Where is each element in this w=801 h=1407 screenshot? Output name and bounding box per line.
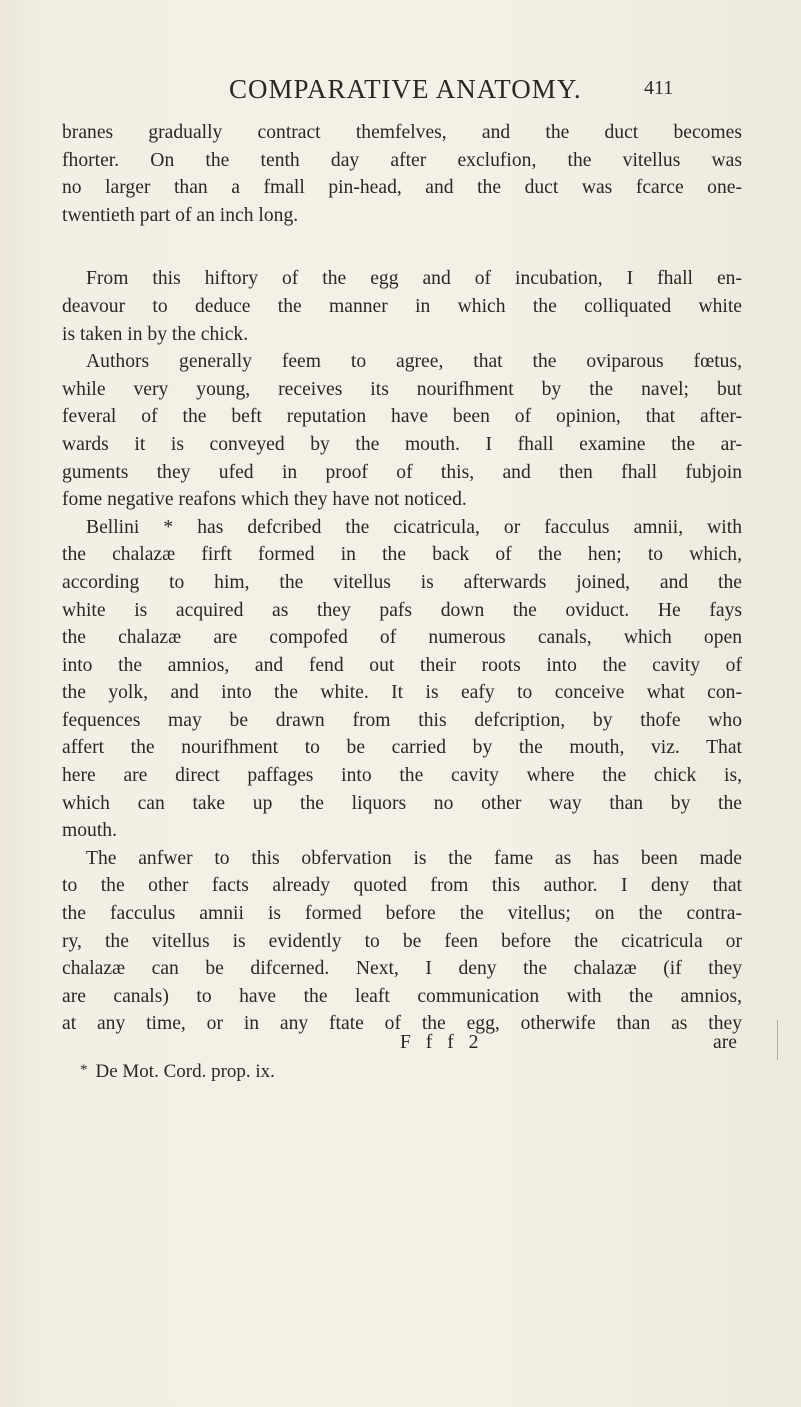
text-line: fequences may be drawn from this defcription, by thofe who <box>62 709 742 731</box>
text-line: are canals) to have the leaft communication with the amnios, <box>62 985 742 1007</box>
text-line: while very young, receives its nourifhment by the navel; but <box>62 378 742 400</box>
page-header <box>0 74 801 114</box>
text-line: ry, the vitellus is evidently to be feen before the cicatricula or <box>62 930 742 952</box>
text-line: white is acquired as they pafs down the oviduct. He fays <box>62 599 742 621</box>
page-number: 411 <box>644 77 674 99</box>
text-line: into the amnios, and fend out their roots into the cavity of <box>62 654 742 676</box>
text-line: the yolk, and into the white. It is eafy to conceive what con- <box>62 682 742 704</box>
text-line: the chalazæ are compofed of numerous canals, which open <box>62 627 742 649</box>
running-title: COMPARATIVE ANATOMY. <box>229 74 582 104</box>
signature-mark: F f f 2 <box>400 1032 484 1053</box>
catchword: are <box>713 1032 737 1053</box>
text-line: fome negative reafons which they have not noticed. <box>62 489 467 511</box>
footnote-marker: * <box>80 1062 88 1078</box>
text-line: is taken in by the chick. <box>62 323 249 345</box>
margin-mark <box>777 1020 778 1060</box>
text-line: twentieth part of an inch long. <box>62 204 299 226</box>
text-line: mouth. <box>62 820 117 842</box>
text-line: Bellini * has defcribed the cicatricula, or facculus amnii, with <box>86 516 742 538</box>
paragraph-5 <box>62 845 742 1038</box>
text-line: guments they ufed in proof of this, and then fhall fubjoin <box>62 461 742 483</box>
text-line: the facculus amnii is formed before the vitellus; on the contra- <box>62 903 742 925</box>
paragraph-3 <box>62 348 742 514</box>
text-line: the chalazæ firft formed in the back of the hen; to which, <box>62 544 742 566</box>
text-line: fhorter. On the tenth day after exclufion, the vitellus was <box>62 149 742 171</box>
text-line: Authors generally feem to agree, that the oviparous fœtus, <box>86 351 742 373</box>
text-line: feveral of the beft reputation have been of opinion, that after- <box>62 406 742 428</box>
text-line: here are direct paffages into the cavity where the chick is, <box>62 765 742 787</box>
footnote <box>80 1061 275 1083</box>
paragraph-1 <box>62 119 742 229</box>
paragraph-gap <box>62 229 742 265</box>
text-line: The anfwer to this obfervation is the fame as has been made <box>86 847 742 869</box>
text-line: at any time, or in any ftate of the egg, otherwife than as they <box>62 1013 742 1035</box>
paragraph-2 <box>62 265 742 348</box>
text-line: From this hiftory of the egg and of incubation, I fhall en- <box>86 268 742 290</box>
text-line: chalazæ can be difcerned. Next, I deny the chalazæ (if they <box>62 958 742 980</box>
text-line: which can take up the liquors no other way than by the <box>62 792 742 814</box>
body-text <box>62 119 742 1038</box>
text-line: branes gradually contract themfelves, and the duct becomes <box>62 122 742 143</box>
text-line: deavour to deduce the manner in which the colliquated white <box>62 295 742 317</box>
text-line: wards it is conveyed by the mouth. I fhall examine the ar- <box>62 433 742 455</box>
text-line: to the other facts already quoted from this author. I deny that <box>62 875 742 897</box>
footnote-text: De Mot. Cord. prop. ix. <box>95 1061 275 1082</box>
text-line: affert the nourifhment to be carried by the mouth, viz. That <box>62 737 742 759</box>
text-line: no larger than a fmall pin-head, and the duct was fcarce one- <box>62 177 742 199</box>
text-line: according to him, the vitellus is afterwards joined, and the <box>62 571 742 593</box>
paragraph-4 <box>62 514 742 845</box>
